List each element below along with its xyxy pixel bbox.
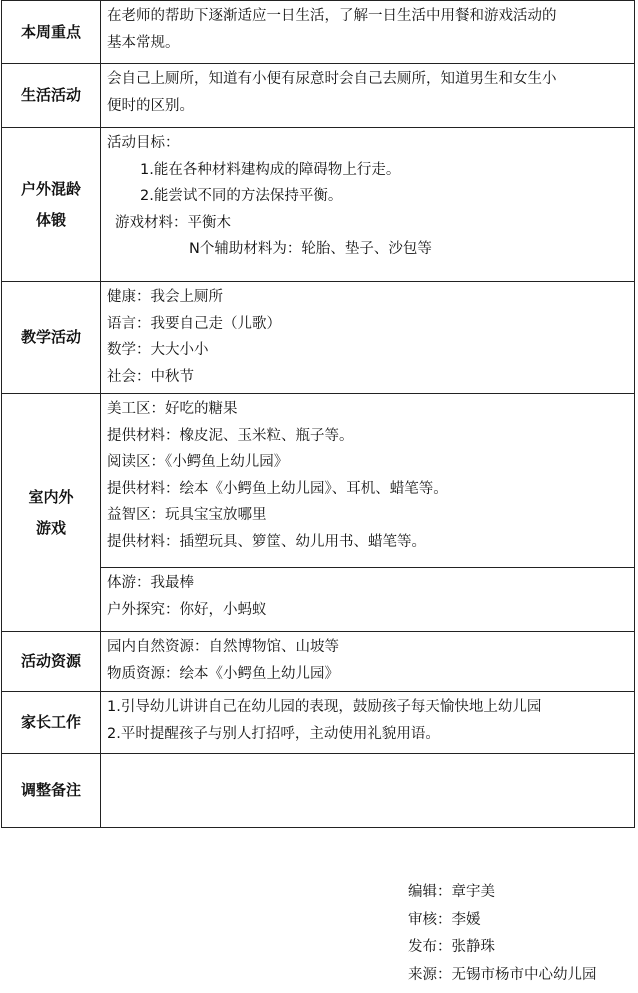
row-games-a bbox=[2, 394, 635, 568]
row-content bbox=[101, 128, 635, 282]
publisher-credit: 发布：张静珠 bbox=[408, 939, 495, 955]
row-weekly-focus bbox=[2, 1, 635, 64]
row-label: 家长工作 bbox=[2, 692, 101, 754]
row-label-line: 室内外 bbox=[28, 487, 74, 506]
row-content bbox=[101, 1, 635, 64]
row-label: 本周重点 bbox=[2, 1, 101, 64]
text-line: 语言：我要自己走（儿歌） bbox=[107, 315, 281, 332]
weekly-plan-table bbox=[1, 0, 635, 828]
text-line: 阅读区：《小鳄鱼上幼儿园》 bbox=[107, 454, 289, 470]
row-label-line: 体锻 bbox=[35, 210, 66, 229]
text-line: 益智区：玩具宝宝放哪里 bbox=[107, 507, 267, 523]
row-label: 生活活动 bbox=[2, 64, 101, 128]
row-teaching bbox=[2, 282, 635, 394]
row-label: 活动资源 bbox=[2, 632, 101, 692]
row-parent-work bbox=[2, 692, 635, 754]
text-line: 体游：我最棒 bbox=[107, 575, 194, 591]
text-line: 基本常规。 bbox=[107, 34, 180, 51]
text-line: 美工区：好吃的糖果 bbox=[107, 401, 238, 417]
text-line: 户外探究：你好，小蚂蚁 bbox=[107, 601, 267, 618]
source-credit: 来源：无锡市杨市中心幼儿园 bbox=[408, 966, 597, 983]
text-line: 提供材料：绘本《小鳄鱼上幼儿园》、耳机、蜡笔等。 bbox=[107, 480, 448, 497]
row-content bbox=[101, 64, 635, 128]
row-label-line: 户外混龄 bbox=[20, 179, 81, 198]
row-label bbox=[2, 394, 101, 632]
row-content bbox=[101, 754, 635, 828]
text-line: 1.能在各种材料建构成的障碍物上行走。 bbox=[140, 161, 401, 178]
row-daily-life bbox=[2, 64, 635, 128]
row-content bbox=[101, 282, 635, 394]
text-line: 会自己上厕所，知道有小便有尿意时会自己去厕所，知道男生和女生小 bbox=[107, 71, 557, 87]
row-label-line: 游戏 bbox=[35, 518, 66, 537]
text-line: 2.能尝试不同的方法保持平衡。 bbox=[140, 188, 343, 204]
row-content bbox=[101, 632, 635, 692]
text-line: 健康：我会上厕所 bbox=[107, 289, 223, 305]
row-label: 调整备注 bbox=[2, 754, 101, 828]
text-line: 物质资源：绘本《小鳄鱼上幼儿园》 bbox=[107, 665, 339, 682]
row-outdoor-exercise bbox=[2, 128, 635, 282]
row-content bbox=[101, 568, 635, 632]
text-line: 1.引导幼儿讲讲自己在幼儿园的表现，鼓励孩子每天愉快地上幼儿园 bbox=[107, 699, 542, 715]
row-label bbox=[2, 128, 101, 282]
editor-credit: 编辑：章宇美 bbox=[408, 884, 495, 900]
text-line: 游戏材料：平衡木 bbox=[115, 214, 231, 231]
text-line: 在老师的帮助下逐渐适应一日生活，了解一日生活中用餐和游戏活动的 bbox=[107, 8, 557, 24]
row-adjustment-notes bbox=[2, 754, 635, 828]
row-resources bbox=[2, 632, 635, 692]
reviewer-credit: 审核：李媛 bbox=[408, 911, 481, 928]
text-line: 活动目标： bbox=[107, 135, 180, 151]
row-content bbox=[101, 394, 635, 568]
row-content bbox=[101, 692, 635, 754]
text-line: 数学：大大小小 bbox=[107, 342, 209, 358]
text-line: 2.平时提醒孩子与别人打招呼，主动使用礼貌用语。 bbox=[107, 725, 440, 742]
text-line: 提供材料：橡皮泥、玉米粒、瓶子等。 bbox=[107, 427, 354, 444]
text-line: N个辅助材料为：轮胎、垫子、沙包等 bbox=[189, 241, 432, 257]
text-line: 便时的区别。 bbox=[107, 97, 194, 114]
credits bbox=[408, 879, 597, 989]
text-line: 社会：中秋节 bbox=[107, 368, 194, 385]
row-label: 教学活动 bbox=[2, 282, 101, 394]
text-line: 提供材料：插塑玩具、箩筐、幼儿用书、蜡笔等。 bbox=[107, 533, 426, 550]
text-line: 园内自然资源：自然博物馆、山坡等 bbox=[107, 639, 339, 655]
